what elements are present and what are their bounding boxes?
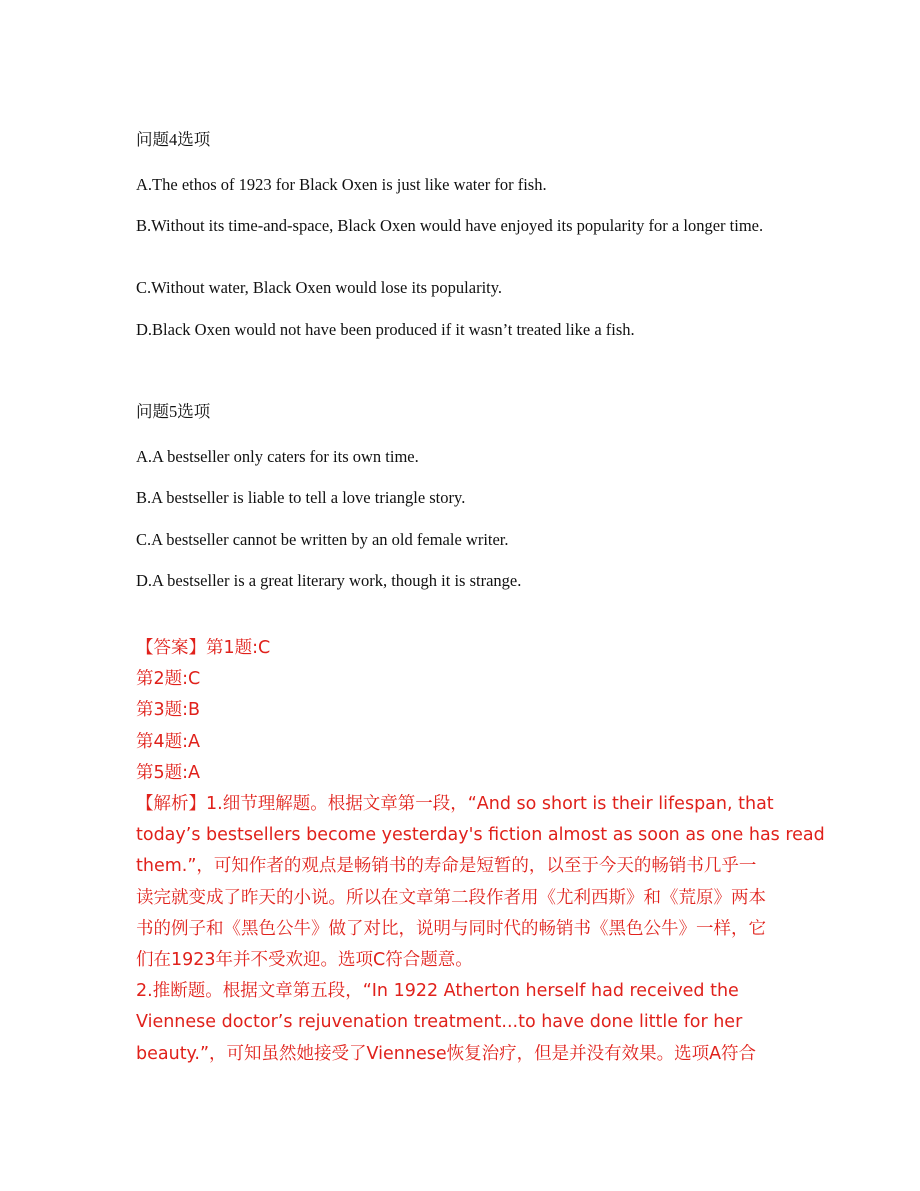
- explanation-line: 书的例子和《黑色公牛》做了对比，说明与同时代的畅销书《黑色公牛》一样，它: [136, 918, 766, 939]
- question-5-option-b: B.A bestseller is liable to tell a love triangle story.: [136, 488, 466, 507]
- question-4-heading: 问题4选项: [136, 130, 211, 149]
- explanation-line: beauty.”，可知虽然她接受了Viennese恢复治疗，但是并没有效果。选项A符合: [136, 1043, 757, 1064]
- answer-line: 第4题:A: [136, 731, 201, 752]
- explanation-line: 读完就变成了昨天的小说。所以在文章第二段作者用《尤利西斯》和《荒原》两本: [136, 887, 766, 908]
- question-5-option-a: A.A bestseller only caters for its own time.: [136, 447, 419, 466]
- explanation-line: 【解析】1.细节理解题。根据文章第一段，“And so short is their lifespan, that: [136, 794, 774, 815]
- question-5-option-d: D.A bestseller is a great literary work, though it is strange.: [136, 571, 522, 590]
- answer-line: 第3题:B: [136, 700, 201, 721]
- question-5-heading: 问题5选项: [136, 402, 211, 421]
- explanation-line: 2.推断题。根据文章第五段，“In 1922 Atherton herself had received the: [136, 981, 739, 1002]
- explanation-line: 们在1923年并不受欢迎。选项C符合题意。: [136, 950, 473, 971]
- question-5-option-c: C.A bestseller cannot be written by an old female writer.: [136, 530, 509, 549]
- answer-line: 第5题:A: [136, 762, 201, 783]
- question-4-option-b: B.Without its time-and-space, Black Oxen would have enjoyed its popularity for a longer time.: [136, 216, 764, 235]
- question-4-option-a: A.The ethos of 1923 for Black Oxen is just like water for fish.: [136, 175, 547, 194]
- question-4-option-c: C.Without water, Black Oxen would lose its popularity.: [136, 278, 503, 297]
- explanation-line: them.”，可知作者的观点是畅销书的寿命是短暂的，以至于今天的畅销书几乎一: [136, 856, 757, 877]
- question-4-option-d: D.Black Oxen would not have been produced if it wasn’t treated like a fish.: [136, 320, 635, 339]
- answer-section: [136, 633, 825, 1070]
- explanation-line: today’s bestsellers become yesterday's fiction almost as soon as one has read: [136, 825, 825, 846]
- answer-line: 【答案】第1题:C: [136, 638, 271, 658]
- answer-line: 第2题:C: [136, 669, 201, 690]
- explanation-line: Viennese doctor’s rejuvenation treatment...to have done little for her: [136, 1012, 743, 1033]
